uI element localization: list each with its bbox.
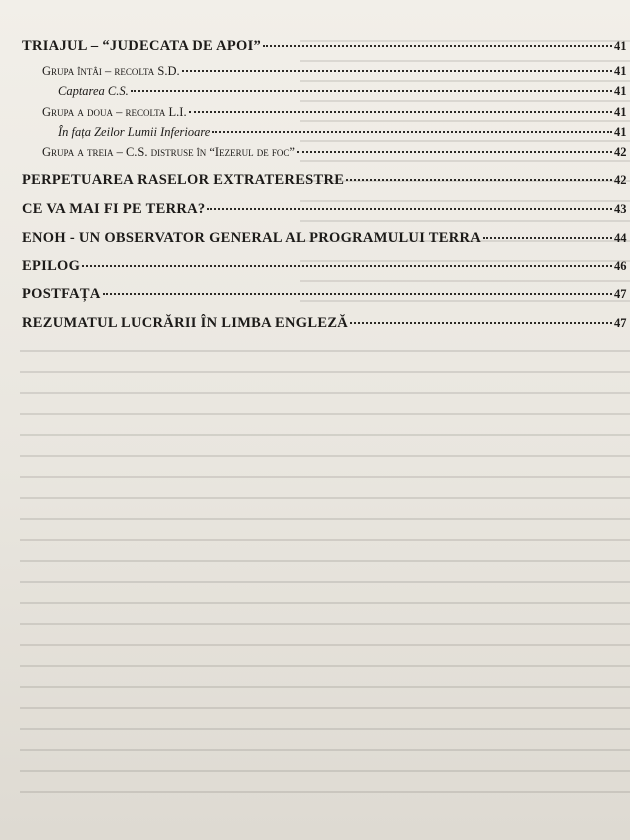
toc-entry-title: ENOH - UN OBSERVATOR GENERAL AL PROGRAMULUI TERRA — [22, 230, 482, 246]
toc-entry-postfata — [22, 286, 630, 303]
toc-entry-title: CE VA MAI FI PE TERRA? — [22, 201, 206, 217]
toc-entry-title: POSTFAȚA — [22, 286, 101, 302]
dot-leader — [131, 90, 612, 92]
bleed-through-bottom — [20, 350, 630, 840]
toc-entry-page: 46 — [614, 259, 627, 273]
toc-entry-page: 47 — [614, 287, 627, 301]
dot-leader — [483, 237, 612, 239]
toc-entry-perpetuarea — [22, 172, 630, 189]
toc-entry-title: PERPETUAREA RASELOR EXTRATERESTRE — [22, 172, 345, 188]
dot-leader — [297, 151, 612, 153]
toc-entry-page: 42 — [614, 145, 627, 159]
toc-entry-title: TRIAJUL – “JUDECATA DE APOI” — [22, 38, 262, 54]
dot-leader — [82, 265, 612, 267]
toc-entry-page: 43 — [614, 202, 627, 216]
toc-entry-in-fata-zeilor — [58, 125, 630, 140]
toc-entry-title: În fața Zeilor Lumii Inferioare — [58, 125, 211, 139]
toc-entry-title: Grupa a doua – recolta L.I. — [42, 105, 187, 119]
toc-entry-title: Grupa a treia – C.S. distruse în “Iezerul de foc” — [42, 145, 295, 159]
dot-leader — [346, 179, 612, 181]
dot-leader — [350, 322, 612, 324]
toc-entry-triajul — [22, 38, 630, 55]
dot-leader — [182, 70, 612, 72]
toc-entry-grupa-a-doua — [42, 105, 630, 120]
toc-entry-grupa-intai — [42, 64, 630, 79]
dot-leader — [263, 45, 612, 47]
toc-entry-captarea — [58, 84, 630, 99]
dot-leader — [103, 293, 612, 295]
dot-leader — [212, 131, 612, 133]
toc-entry-page: 42 — [614, 173, 627, 187]
toc-entry-rezumatul — [22, 315, 630, 332]
toc-entry-page: 41 — [614, 39, 627, 53]
toc-entry-title: EPILOG — [22, 258, 81, 274]
toc-entry-title: Captarea C.S. — [58, 84, 129, 98]
toc-entry-page: 41 — [614, 64, 627, 78]
toc-entry-page: 41 — [614, 84, 627, 98]
toc-entry-epilog — [22, 258, 630, 275]
dot-leader — [207, 208, 612, 210]
toc-entry-page: 41 — [614, 125, 627, 139]
toc-entry-page: 44 — [614, 231, 627, 245]
toc-entry-page: 47 — [614, 316, 627, 330]
toc-entry-title: Grupa întâi – recolta S.D. — [42, 64, 180, 78]
toc-entry-title: REZUMATUL LUCRĂRII ÎN LIMBA ENGLEZĂ — [22, 315, 349, 331]
toc-entry-grupa-a-treia — [42, 145, 630, 160]
toc-entry-ce-va-mai-fi — [22, 201, 630, 218]
toc-entry-enoh — [22, 230, 630, 247]
toc-entry-page: 41 — [614, 105, 627, 119]
dot-leader — [189, 111, 612, 113]
